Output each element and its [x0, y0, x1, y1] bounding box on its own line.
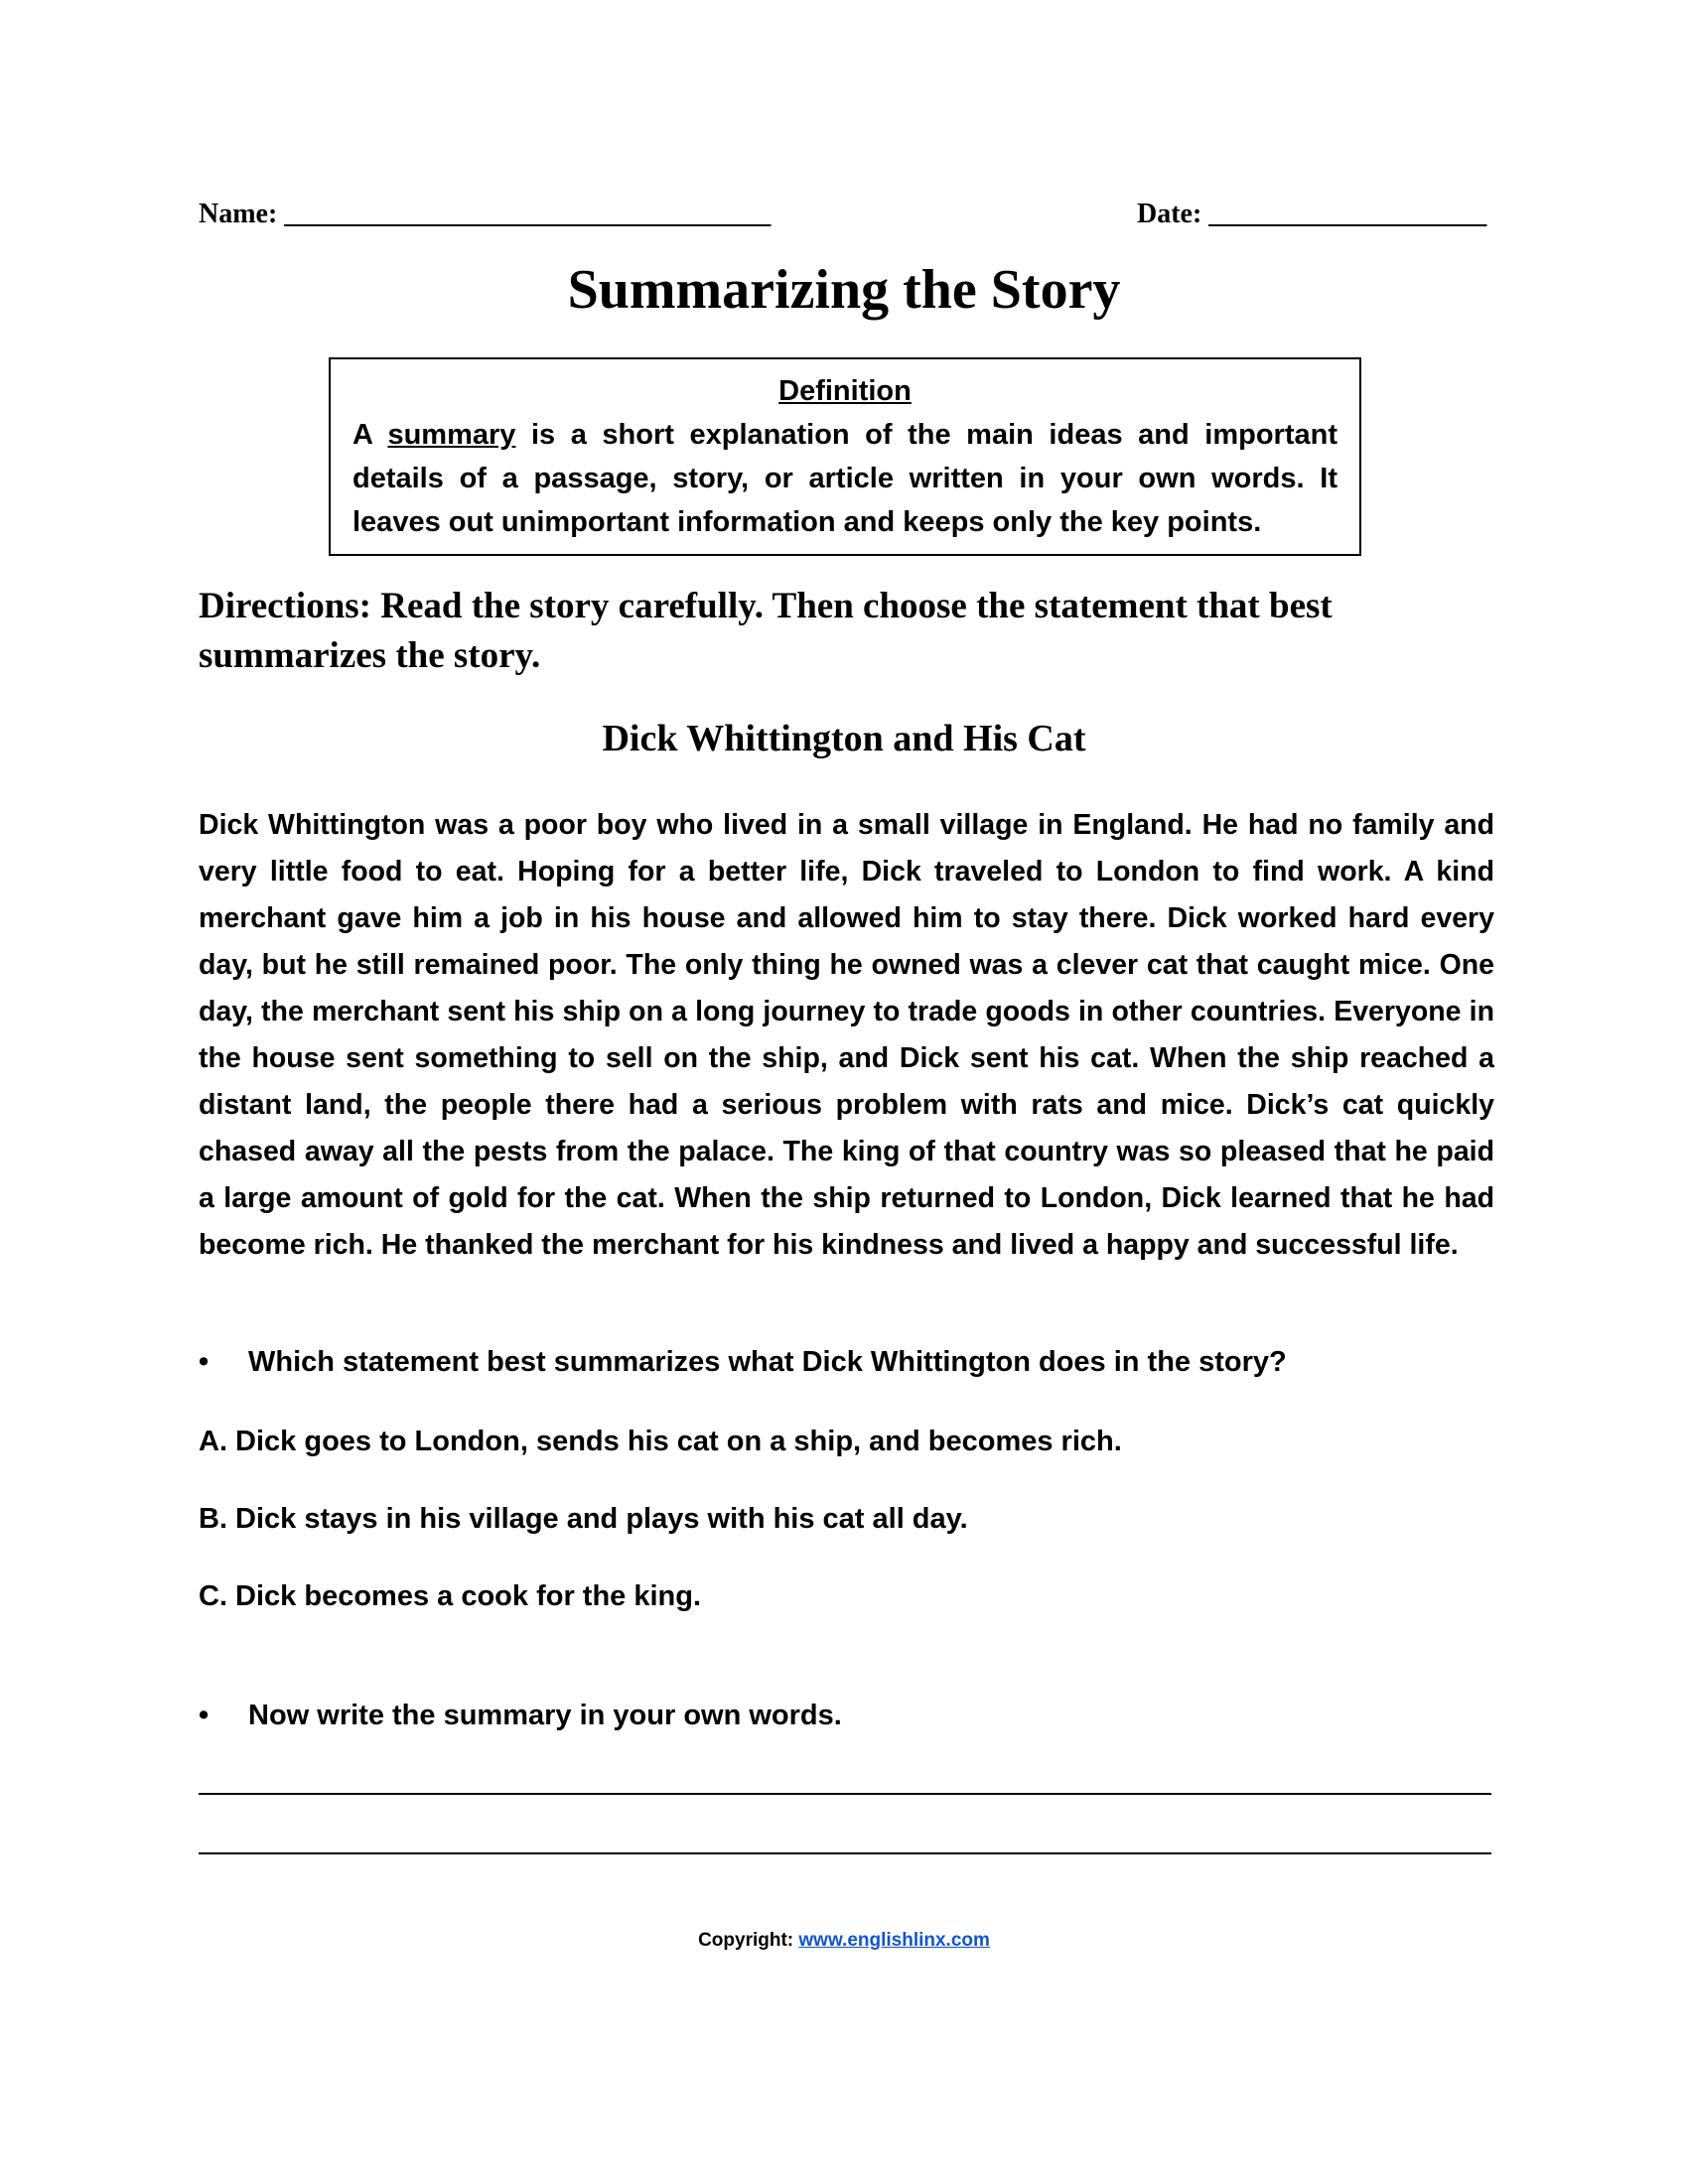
copyright	[199, 1930, 1489, 1952]
question-1-text: Which statement best summarizes what Dick Whittington does in the story?	[248, 1346, 1287, 1378]
story-text: Dick Whittington was a poor boy who lived in a small village in England. He had no family and very little food to eat. Hoping for a better life, Dick traveled to London to find work. A kind merchant gave him a job in his house and allowed him to stay there. Dick worked hard every day, but he still remained poor. The only thing he owned was a clever cat that caught mice. One day, the merchant sent his ship on a long journey to trade goods in other countries. Everyone in the house sent something to sell on the ship, and Dick sent his cat. When the ship reached a distant land, the people there had a serious problem with rats and mice. Dick’s cat quickly chased away all the pests from the palace. The king of that country was so pleased that he paid a large amount of gold for the cat. When the ship returned to London, Dick learned that he had become rich. He thanked the merchant for his kindness and lived a happy and successful life.	[199, 809, 1494, 1261]
definition-body: is a short explanation of the main ideas and important details of a passage, story, or article written in your own words. It leaves out unimportant information and keeps only the key points.	[352, 419, 1337, 538]
definition-text	[352, 413, 1337, 544]
bullet-icon: •	[199, 1700, 210, 1731]
answer-line-1[interactable]	[199, 1793, 1491, 1795]
definition-term: summary	[387, 419, 516, 451]
directions: Directions: Read the story carefully. Then choose the statement that best summarizes the story.	[199, 586, 1333, 676]
answer-line-2[interactable]	[199, 1852, 1491, 1854]
bullet-icon: •	[199, 1346, 210, 1378]
definition-prefix: A	[352, 419, 388, 451]
name-field[interactable]: Name: ___________________________________	[199, 199, 772, 229]
option-b[interactable]: B. Dick stays in his village and plays with his cat all day.	[199, 1503, 968, 1535]
copyright-link[interactable]: www.englishlinx.com	[798, 1930, 990, 1951]
option-c[interactable]: C. Dick becomes a cook for the king.	[199, 1580, 702, 1612]
definition-box	[329, 357, 1361, 556]
option-a[interactable]: A. Dick goes to London, sends his cat on a ship, and becomes rich.	[199, 1426, 1122, 1457]
copyright-label: Copyright:	[698, 1930, 799, 1951]
worksheet-page	[199, 0, 1494, 2184]
definition-heading: Definition	[778, 375, 912, 407]
page-title: Summarizing the Story	[567, 259, 1121, 321]
date-field[interactable]: Date: ____________________	[1137, 199, 1487, 229]
story-title: Dick Whittington and His Cat	[602, 718, 1086, 759]
question-2-text: Now write the summary in your own words.	[248, 1700, 842, 1731]
